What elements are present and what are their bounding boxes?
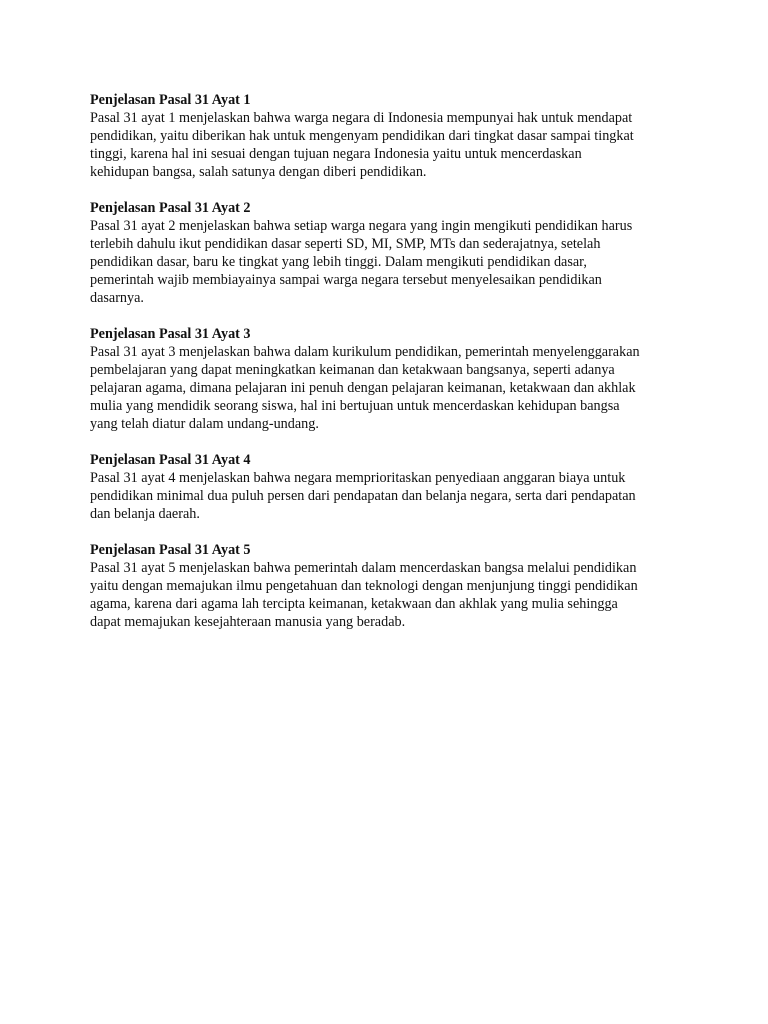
body-line: pendidikan minimal dua puluh persen dari pendapatan dan belanja negara, serta dari pendapatan	[90, 488, 636, 504]
body-line: terlebih dahulu ikut pendidikan dasar seperti SD, MI, SMP, MTs dan sederajatnya, setelah	[90, 236, 601, 252]
section-ayat-2	[90, 199, 682, 307]
section-body	[90, 217, 682, 307]
body-line: pelajaran agama, dimana pelajaran ini penuh dengan pelajaran keimanan, ketakwaan dan akhlak	[90, 380, 636, 396]
section-heading: Penjelasan Pasal 31 Ayat 3	[90, 326, 251, 342]
section-body	[90, 343, 682, 433]
section-heading: Penjelasan Pasal 31 Ayat 4	[90, 452, 251, 468]
body-line: dasarnya.	[90, 290, 144, 306]
section-heading: Penjelasan Pasal 31 Ayat 2	[90, 200, 251, 216]
body-line: agama, karena dari agama lah tercipta keimanan, ketakwaan dan akhlak yang mulia sehingga	[90, 596, 618, 612]
body-line: dan belanja daerah.	[90, 506, 200, 522]
body-line: Pasal 31 ayat 4 menjelaskan bahwa negara memprioritaskan penyediaan anggaran biaya untuk	[90, 470, 626, 486]
body-line: pembelajaran yang dapat meningkatkan keimanan dan ketakwaan bangsanya, seperti adanya	[90, 362, 615, 378]
body-line: Pasal 31 ayat 5 menjelaskan bahwa pemerintah dalam mencerdaskan bangsa melalui pendidikan	[90, 560, 637, 576]
body-line: pemerintah wajib membiayainya sampai warga negara tersebut menyelesaikan pendidikan	[90, 272, 602, 288]
body-line: Pasal 31 ayat 2 menjelaskan bahwa setiap warga negara yang ingin mengikuti pendidikan harus	[90, 218, 633, 234]
body-line: yang telah diatur dalam undang-undang.	[90, 416, 319, 432]
body-line: tinggi, karena hal ini sesuai dengan tujuan negara Indonesia yaitu untuk mencerdaskan	[90, 146, 582, 162]
body-line: pendidikan dasar, baru ke tingkat yang lebih tinggi. Dalam mengikuti pendidikan dasar,	[90, 254, 587, 270]
body-line: Pasal 31 ayat 1 menjelaskan bahwa warga negara di Indonesia mempunyai hak untuk mendapat	[90, 110, 633, 126]
section-heading: Penjelasan Pasal 31 Ayat 1	[90, 92, 251, 108]
section-heading: Penjelasan Pasal 31 Ayat 5	[90, 542, 251, 558]
section-body	[90, 559, 682, 631]
body-line: dapat memajukan kesejahteraan manusia yang beradab.	[90, 614, 406, 630]
section-body	[90, 469, 682, 523]
section-ayat-3	[90, 325, 682, 433]
body-line: Pasal 31 ayat 3 menjelaskan bahwa dalam kurikulum pendidikan, pemerintah menyelenggarakan	[90, 344, 640, 360]
section-ayat-4	[90, 451, 682, 523]
body-line: mulia yang mendidik seorang siswa, hal ini bertujuan untuk mencerdaskan kehidupan bangsa	[90, 398, 620, 414]
document-page	[90, 91, 682, 649]
body-line: kehidupan bangsa, salah satunya dengan diberi pendidikan.	[90, 164, 427, 180]
body-line: pendidikan, yaitu diberikan hak untuk mengenyam pendidikan dari tingkat dasar sampai tingkat	[90, 128, 634, 144]
section-ayat-1	[90, 91, 682, 181]
section-ayat-5	[90, 541, 682, 631]
section-body	[90, 109, 682, 181]
body-line: yaitu dengan memajukan ilmu pengetahuan dan teknologi dengan menjunjung tinggi pendidikan	[90, 578, 638, 594]
